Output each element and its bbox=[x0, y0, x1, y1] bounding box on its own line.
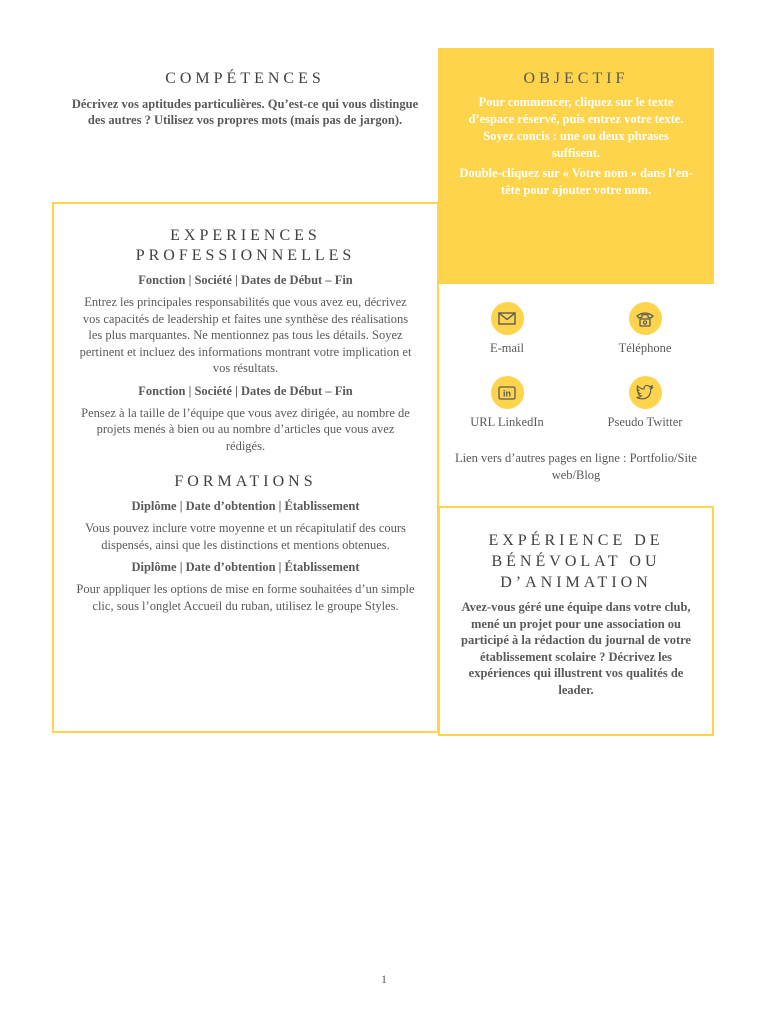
formation-role-2[interactable]: Diplôme | Date d’obtention | Établissement bbox=[131, 560, 360, 574]
email-label: E-mail bbox=[489, 341, 524, 355]
linkedin-label: URL LinkedIn bbox=[470, 415, 544, 429]
experience-desc-2[interactable]: Pensez à la taille de l’équipe que vous avez dirigée, au nombre de projets menés à bien ou au nombre d’articles que vous avez rédigés. bbox=[81, 405, 410, 453]
formations-title: FORMATIONS bbox=[174, 473, 317, 490]
page-number: 1 bbox=[381, 972, 387, 986]
formation-role-1[interactable]: Diplôme | Date d’obtention | Établissement bbox=[131, 499, 360, 513]
objectif-text-2[interactable]: Double-cliquez sur « Votre nom » dans l’en-tête pour ajouter votre nom. bbox=[459, 166, 693, 197]
benevolat-section bbox=[438, 506, 714, 736]
objectif-text-1[interactable]: Pour commencer, cliquez sur le texte d’espace réservé, puis entrez votre texte. Soyez concis : une ou deux phrases suffisent. bbox=[468, 95, 684, 160]
objectif-section bbox=[438, 48, 714, 284]
formation-desc-1[interactable]: Vous pouvez inclure votre moyenne et un récapitulatif des cours dispensés, ainsi que les distinctions et mentions obtenues. bbox=[85, 521, 406, 552]
experiences-title: EXPERIENCES PROFESSIONNELLES bbox=[135, 227, 356, 264]
contact-phone[interactable] bbox=[576, 302, 714, 356]
benevolat-title: EXPÉRIENCE DE BÉNÉVOLAT OU D’ANIMATION bbox=[488, 532, 664, 591]
online-links-text[interactable]: Lien vers d’autres pages en ligne : Portfolio/Site web/Blog bbox=[455, 451, 697, 482]
envelope-icon bbox=[491, 302, 524, 335]
twitter-bird-icon bbox=[629, 376, 662, 409]
svg-text:in: in bbox=[503, 388, 511, 398]
competences-title: COMPÉTENCES bbox=[165, 70, 325, 87]
experiences-formations-box bbox=[52, 202, 439, 733]
experience-desc-1[interactable]: Entrez les principales responsabilités que vous avez eu, décrivez vos capacités de leadership et faites une synthèse des réalisations les plus marquantes. Ne mentionnez pas tous les détails. Soyez pertinent et incluez des informations montrant votre implication et vos résultats. bbox=[79, 295, 412, 375]
competences-section bbox=[60, 70, 430, 128]
experience-role-2[interactable]: Fonction | Société | Dates de Début – Fin bbox=[138, 383, 353, 398]
benevolat-text[interactable]: Avez-vous géré une équipe dans votre club, mené un projet pour une association ou participé à la rédaction du journal de votre établissement scolaire ? Décrivez les expériences qui illustrent vos qualités de leader. bbox=[461, 600, 691, 697]
contact-linkedin[interactable] bbox=[438, 376, 576, 430]
phone-label: Téléphone bbox=[618, 341, 672, 355]
contact-email[interactable] bbox=[438, 302, 576, 356]
objectif-title: OBJECTIF bbox=[523, 70, 629, 87]
linkedin-icon bbox=[491, 376, 524, 409]
experience-role-1[interactable]: Fonction | Société | Dates de Début – Fin bbox=[138, 273, 353, 287]
twitter-label: Pseudo Twitter bbox=[607, 415, 683, 429]
competences-text: Décrivez vos aptitudes particulières. Qu’est-ce qui vous distingue des autres ? Utilisez vos propres mots (mais pas de jargon). bbox=[71, 97, 419, 127]
formation-desc-2[interactable]: Pour appliquer les options de mise en forme souhaitées d’un simple clic, sous l’onglet Accueil du ruban, utilisez le groupe Styles. bbox=[76, 582, 415, 613]
telephone-icon bbox=[629, 302, 662, 335]
contact-twitter[interactable] bbox=[576, 376, 714, 430]
contact-section bbox=[438, 284, 714, 506]
